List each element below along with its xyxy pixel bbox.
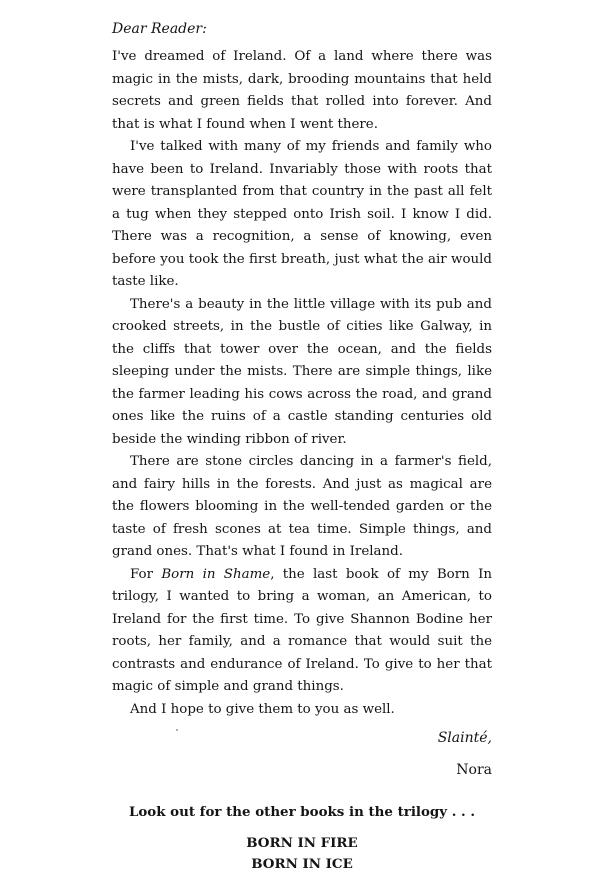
paragraph-5 <box>112 564 492 699</box>
paragraph-6: And I hope to give them to you as well. <box>130 701 395 717</box>
book-title-born-in-fire: BORN IN FIRE <box>246 835 358 851</box>
signature: Nora <box>456 762 492 778</box>
paragraph-1: I've dreamed of Ireland. Of a land where there was magic in the mists, dark, brooding mountains that held secrets and green fields that rolled into forever. And that is what I found when I went there. <box>112 49 492 132</box>
closing: Slainté, <box>437 730 492 746</box>
paragraph-5-after: , the last book of my Born In trilogy, I wanted to bring a woman, an American, to Ireland for the first time. To give Shannon Bodine her roots, her family, and a romance that would suit the contrasts and endurance of Ireland. To give to her that magic of simple and grand things. <box>112 566 492 694</box>
letter-page <box>112 18 492 875</box>
paragraph-5-before: For <box>130 566 162 582</box>
book-title-born-in-ice: BORN IN ICE <box>251 856 353 872</box>
book-title-born-in-shame: Born in Shame <box>161 566 271 582</box>
page-speck <box>176 729 178 731</box>
paragraph-3: There's a beauty in the little village with its pub and crooked streets, in the bustle of cities like Galway, in the cliffs that tower over the ocean, and the fields sleeping under the mists. There are simple things, like the farmer leading his cows across the road, and grand ones like the ruins of a castle standing centuries old beside the winding ribbon of river. <box>112 296 492 447</box>
salutation: Dear Reader: <box>112 21 207 37</box>
trilogy-titles <box>112 833 492 875</box>
paragraph-2: I've talked with many of my friends and family who have been to Ireland. Invariably those with roots that were transplanted from that country in the past all felt a tug when they stepped onto Irish soil. I know I did. There was a recognition, a sense of knowing, even before you took the first breath, just what the air would taste like. <box>112 139 492 289</box>
paragraph-4: There are stone circles dancing in a farmer's field, and fairy hills in the forests. And just as magical are the flowers blooming in the well-tended garden or the taste of fresh scones at tea time. Simple things, and grand ones. That's what I found in Ireland. <box>112 454 492 559</box>
trilogy-heading: Look out for the other books in the trilogy . . . <box>128 804 476 820</box>
